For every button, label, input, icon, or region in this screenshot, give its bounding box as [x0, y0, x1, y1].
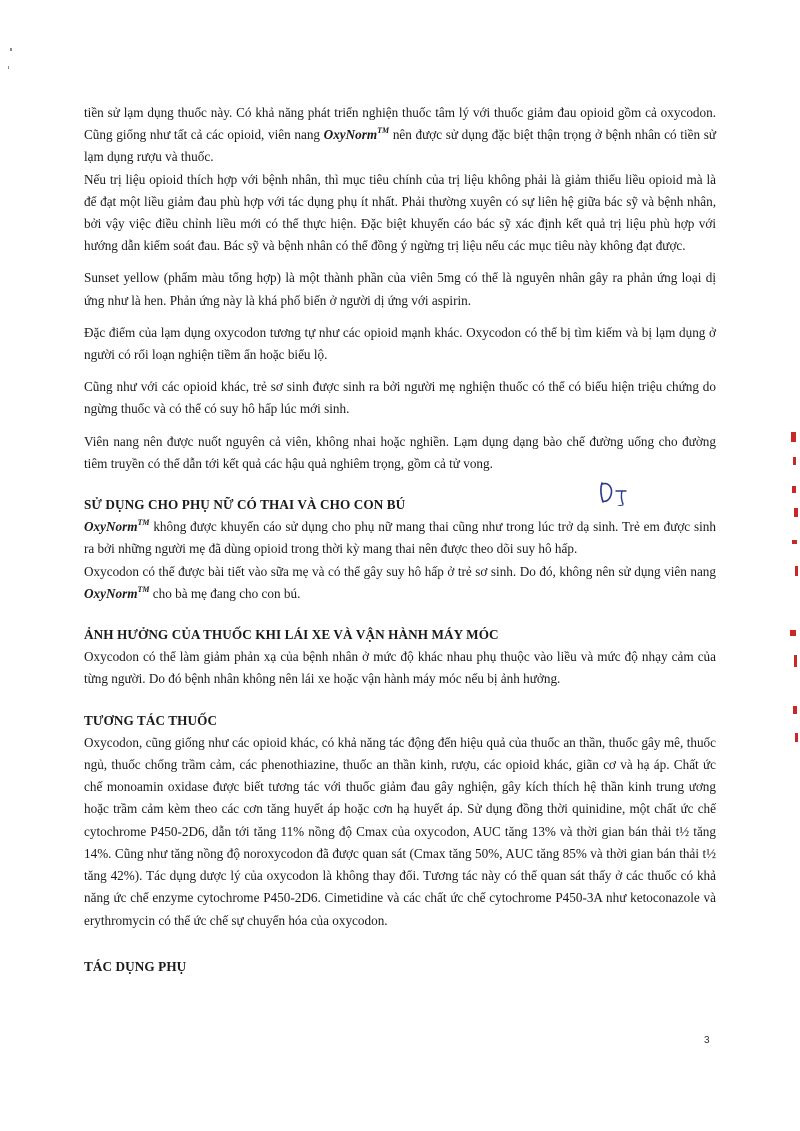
page-number: 3: [704, 1035, 710, 1046]
paragraph-swallow-whole: Viên nang nên được nuốt nguyên cả viên, không nhai hoặc nghiền. Lạm dụng dạng bào chế đường uống cho đường tiêm truyền có thể dẫn tới kết quả các hậu quả nghiêm trọng, gồm cả tử vong.: [84, 433, 716, 471]
brand-name: OxyNorm™: [84, 584, 150, 601]
scan-edge-mark: [793, 706, 797, 714]
heading-interactions: TƯƠNG TÁC THUỐC: [84, 712, 218, 728]
brand-name: OxyNorm™: [84, 518, 150, 535]
scan-edge-mark: [792, 486, 796, 493]
scan-edge-mark: [795, 733, 798, 742]
paragraph-abuse-history: tiền sử lạm dụng thuốc này. Có khả năng phát triển nghiện thuốc tâm lý với thuốc giảm đau opioid gồm cả oxycodon. Cũng giống như tất cả các opioid, viên nang OxyNorm™ nên được sử dụng đặc biệt thận trọng ở bệnh nhân có tiền sử lạm dụng rượu và thuốc.: [84, 105, 716, 165]
brand-name: OxyNorm™: [323, 126, 390, 143]
scan-edge-mark: [792, 540, 797, 544]
scan-edge-mark: [790, 630, 796, 636]
scan-edge-mark: [793, 457, 796, 465]
paragraph-abuse-features: Đặc điểm của lạm dụng oxycodon tương tự như các opioid mạnh khác. Oxycodon có thể bị tìm kiếm và bị lạm dụng ở người có rối loạn nghiện tiềm ẩn hoặc biểu lộ.: [84, 324, 716, 363]
handwritten-initials-icon: [596, 480, 636, 506]
scan-edge-mark: [791, 432, 796, 442]
heading-driving: ẢNH HƯỞNG CỦA THUỐC KHI LÁI XE VÀ VẬN HÀNH MÁY MÓC: [84, 627, 499, 643]
scan-edge-mark: [794, 655, 797, 667]
paragraph-neonates: Cũng như với các opioid khác, trẻ sơ sinh được sinh ra bởi người mẹ nghiện thuốc có thể có biểu hiện triệu chứng do ngừng thuốc và có thể có suy hô hấp lúc mới sinh.: [84, 379, 716, 417]
heading-pregnancy: SỬ DỤNG CHO PHỤ NỮ CÓ THAI VÀ CHO CON BÚ: [84, 497, 406, 513]
paragraph-driving: Oxycodon có thể làm giảm phản xạ của bệnh nhân ở mức độ khác nhau phụ thuộc vào liều và mức độ nhạy cảm của từng người. Do đó bệnh nhân không nên lái xe hoặc vận hành máy móc nếu bị ảnh hưởng.: [84, 649, 716, 687]
scan-speck: [8, 66, 9, 69]
paragraph-therapy-goal: Nếu trị liệu opioid thích hợp với bệnh nhân, thì mục tiêu chính của trị liệu không phải là giảm thiểu liều opioid mà là để đạt một liều giảm đau phù hợp với tác dụng phụ ít nhất. Phải thường xuyên có sự liên hệ giữa bác sỹ và bệnh nhân, bởi vậy việc điều chỉnh liều mới có thể thực hiện. Đặc biệt khuyến cáo bác sỹ xác định kết quả trị liệu phù hợp với hướng dẫn kiểm soát đau. Bác sỹ và bệnh nhân có thể đồng ý ngừng trị liệu nếu các mục tiêu này không đạt được.: [84, 171, 716, 254]
scan-speck: [10, 48, 12, 51]
paragraph-pregnancy: OxyNorm™ không được khuyến cáo sử dụng cho phụ nữ mang thai cũng như trong lúc trở dạ sinh. Trẻ em được sinh ra bởi những người mẹ đã dùng opioid trong thời kỳ mang thai nên được theo dõi suy hô hấp.: [84, 518, 716, 557]
document-body: [84, 102, 716, 978]
paragraph-interactions: Oxycodon, cũng giống như các opioid khác, có khả năng tác động đến hiệu quả của thuốc an thần, thuốc gây mê, thuốc ngủ, thuốc chống trầm cảm, các phenothiazine, thuốc an thần kinh, rượu, các opioid khác, giãn cơ và hạ áp. Chất ức chế monoamin oxidase được biết tương tác với thuốc giảm đau gây nghiện, gây kích thích hệ thần kinh trung ương hoặc trầm cảm kèm theo các cơn tăng huyết áp hoặc cơn hạ huyết áp. Sử dụng đồng thời quinidine, một chất ức chế cytochrome P450-2D6, dẫn tới tăng 11% nồng độ Cmax của oxycodon, AUC tăng 13% và thời gian bán thải t½ tăng 14%. Cũng như tăng nồng độ noroxycodon đã được quan sát (Cmax tăng 50%, AUC tăng 85% và thời gian bán thải t½ tăng 42%). Tác dụng dược lý của oxycodon là không thay đổi. Tương tác này có thể quan sát thấy ở các thuốc có khả năng ức chế enzyme cytochrome P450-2D6. Cimetidine và các chất ức chế cytochrome P450-3A như ketoconazole và erythromycin có thể ức chế sự chuyển hóa của oxycodon.: [84, 734, 716, 928]
paragraph-sunset-yellow: Sunset yellow (phẩm màu tổng hợp) là một thành phần của viên 5mg có thể là nguyên nhân gây ra phản ứng loại dị ứng như là hen. Phản ứng này là khá phổ biến ở người dị ứng với aspirin.: [84, 270, 716, 308]
scan-edge-mark: [794, 508, 798, 517]
heading-side-effects: TÁC DỤNG PHỤ: [84, 958, 187, 974]
paragraph-breastfeeding: Oxycodon có thể được bài tiết vào sữa mẹ và có thể gây suy hô hấp ở trẻ sơ sinh. Do đó, không nên sử dụng viên nang OxyNorm™ cho bà mẹ đang cho con bú.: [84, 563, 716, 601]
scan-edge-mark: [795, 566, 798, 576]
